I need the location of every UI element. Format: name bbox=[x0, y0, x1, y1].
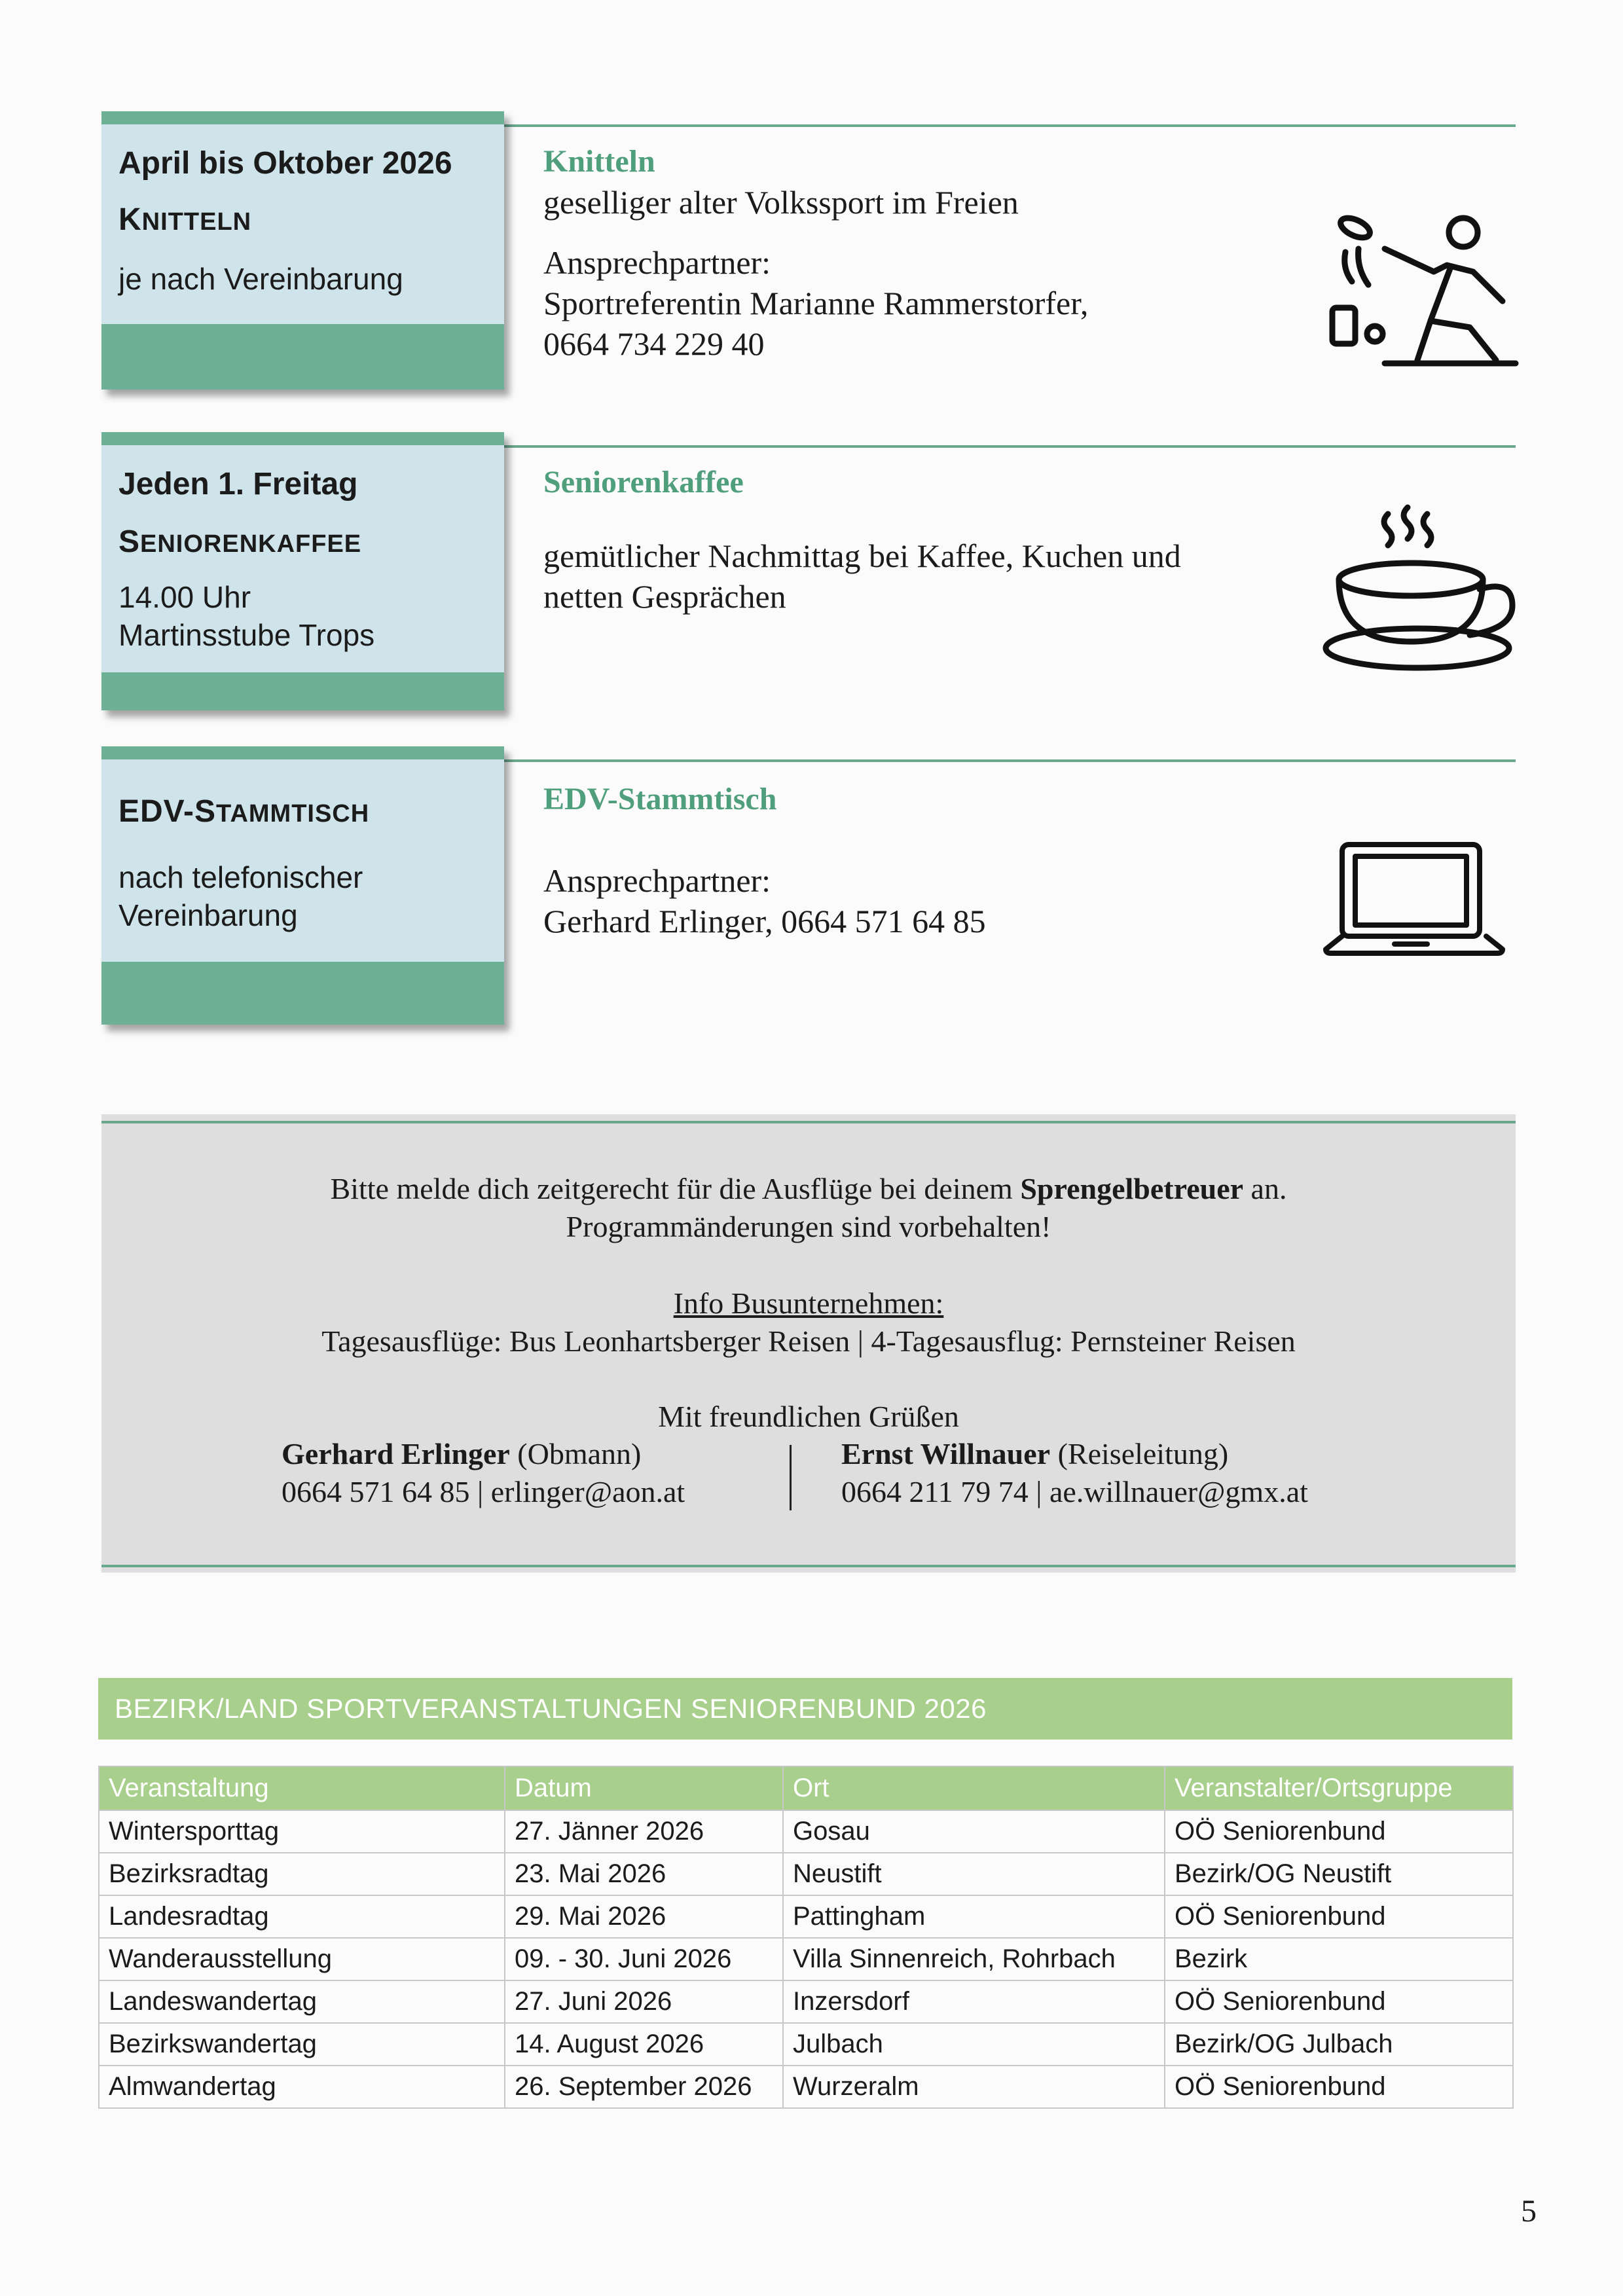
info-bottom-rule bbox=[101, 1565, 1516, 1567]
table-cell: 26. September 2026 bbox=[505, 2066, 783, 2108]
table-cell: Pattingham bbox=[783, 1895, 1165, 1938]
event-edv-stammtisch bbox=[101, 746, 1516, 1034]
event-detail: 14.00 Uhr Martinsstube Trops bbox=[119, 580, 375, 652]
event-description: Seniorenkaffee gemütlicher Nachmittag bei Kaffee, Kuchen und netten Gesprächen bbox=[543, 462, 1395, 617]
info-changes-note: Programmänderungen sind vorbehalten! bbox=[566, 1210, 1051, 1243]
table-cell: 09. - 30. Juni 2026 bbox=[505, 1938, 783, 1980]
table-row bbox=[99, 1938, 1513, 1980]
info-bus-line: Tagesausflüge: Bus Leonhartsberger Reisen | 4-Tagesausflug: Pernsteiner Reisen bbox=[321, 1324, 1296, 1358]
table-cell: Neustift bbox=[783, 1853, 1165, 1895]
table-cell: 27. Jänner 2026 bbox=[505, 1810, 783, 1853]
event-divider-line bbox=[504, 759, 1516, 762]
contact-reiseleitung: Ernst Willnauer (Reiseleitung) 0664 211 79 74 | ae.willnauer@gmx.at bbox=[841, 1437, 1308, 1508]
table-row bbox=[99, 2023, 1513, 2066]
table-cell: 29. Mai 2026 bbox=[505, 1895, 783, 1938]
column-header: Veranstalter/Ortsgruppe bbox=[1165, 1766, 1513, 1810]
event-box-footer-bar bbox=[101, 672, 504, 710]
table-header-row bbox=[99, 1766, 1513, 1810]
event-box-footer-bar bbox=[101, 962, 504, 1025]
table-cell: Landeswandertag bbox=[99, 1980, 505, 2023]
table-cell: Villa Sinnenreich, Rohrbach bbox=[783, 1938, 1165, 1980]
column-header: Ort bbox=[783, 1766, 1165, 1810]
event-when: Jeden 1. Freitag bbox=[119, 467, 358, 501]
event-divider-line bbox=[504, 445, 1516, 448]
table-row bbox=[99, 1895, 1513, 1938]
table-cell: Bezirk bbox=[1165, 1938, 1513, 1980]
table-cell: Almwandertag bbox=[99, 2066, 505, 2108]
table-cell: Wintersporttag bbox=[99, 1810, 505, 1853]
knitteln-player-icon bbox=[1319, 210, 1594, 376]
laptop-icon bbox=[1319, 838, 1509, 959]
event-when: April bis Oktober 2026 bbox=[119, 146, 452, 181]
column-header: Veranstaltung bbox=[99, 1766, 505, 1810]
table-cell: Bezirk/OG Neustift bbox=[1165, 1853, 1513, 1895]
info-bus-title: Info Busunternehmen: bbox=[673, 1286, 944, 1320]
table-cell: Bezirksradtag bbox=[99, 1853, 505, 1895]
info-registration-note: Bitte melde dich zeitgerecht für die Ausflüge bei deinem Sprengelbetreuer an. bbox=[330, 1172, 1287, 1205]
table-cell: Wurzeralm bbox=[783, 2066, 1165, 2108]
event-seniorenkaffee bbox=[101, 432, 1516, 720]
info-top-rule bbox=[101, 1121, 1516, 1123]
event-knitteln bbox=[101, 111, 1516, 399]
event-date-box bbox=[101, 111, 504, 390]
event-description: Knitteln geselliger alter Volkssport im Freien Ansprechpartner: Sportreferentin Marianne Rammerstorfer, 0664 734 229 40 bbox=[543, 141, 1395, 364]
table-row bbox=[99, 1853, 1513, 1895]
column-header: Datum bbox=[505, 1766, 783, 1810]
event-date-box bbox=[101, 746, 504, 1025]
contact-divider bbox=[790, 1445, 792, 1510]
table-row bbox=[99, 2066, 1513, 2108]
event-title: SENIORENKAFFEE bbox=[119, 524, 362, 559]
table-row bbox=[99, 1810, 1513, 1853]
table-cell: 14. August 2026 bbox=[505, 2023, 783, 2066]
table-cell: 23. Mai 2026 bbox=[505, 1853, 783, 1895]
event-detail: nach telefonischer Vereinbarung bbox=[119, 860, 363, 932]
table-cell: OÖ Seniorenbund bbox=[1165, 1895, 1513, 1938]
table-cell: Julbach bbox=[783, 2023, 1165, 2066]
event-description: EDV-Stammtisch Ansprechpartner: Gerhard Erlinger, 0664 571 64 85 bbox=[543, 779, 1395, 941]
event-heading: Knitteln bbox=[543, 144, 655, 179]
event-box-footer-bar bbox=[101, 324, 504, 390]
table-cell: OÖ Seniorenbund bbox=[1165, 1980, 1513, 2023]
event-title: KNITTELN bbox=[119, 202, 252, 237]
table-cell: 27. Juni 2026 bbox=[505, 1980, 783, 2023]
sport-events-title: BEZIRK/LAND SPORTVERANSTALTUNGEN SENIORENBUND 2026 bbox=[98, 1678, 1512, 1740]
table-row bbox=[99, 1980, 1513, 2023]
event-heading: EDV-Stammtisch bbox=[543, 782, 777, 816]
table-cell: Landesradtag bbox=[99, 1895, 505, 1938]
event-divider-line bbox=[504, 124, 1516, 127]
table-cell: Bezirk/OG Julbach bbox=[1165, 2023, 1513, 2066]
info-box bbox=[101, 1114, 1516, 1573]
contact-obmann: Gerhard Erlinger (Obmann) 0664 571 64 85 | erlinger@aon.at bbox=[282, 1437, 685, 1508]
event-title: EDV-STAMMTISCH bbox=[119, 794, 370, 829]
page-number: 5 bbox=[1521, 2194, 1537, 2229]
table-cell: OÖ Seniorenbund bbox=[1165, 1810, 1513, 1853]
table-cell: Wanderausstellung bbox=[99, 1938, 505, 1980]
event-heading: Seniorenkaffee bbox=[543, 465, 744, 500]
event-date-box bbox=[101, 432, 504, 710]
table-cell: OÖ Seniorenbund bbox=[1165, 2066, 1513, 2108]
info-greeting: Mit freundlichen Grüßen bbox=[658, 1400, 959, 1433]
table-cell: Bezirkswandertag bbox=[99, 2023, 505, 2066]
coffee-cup-icon bbox=[1319, 504, 1529, 678]
table-cell: Gosau bbox=[783, 1810, 1165, 1853]
sport-events-table bbox=[98, 1766, 1514, 2109]
event-detail: je nach Vereinbarung bbox=[119, 262, 403, 296]
table-cell: Inzersdorf bbox=[783, 1980, 1165, 2023]
